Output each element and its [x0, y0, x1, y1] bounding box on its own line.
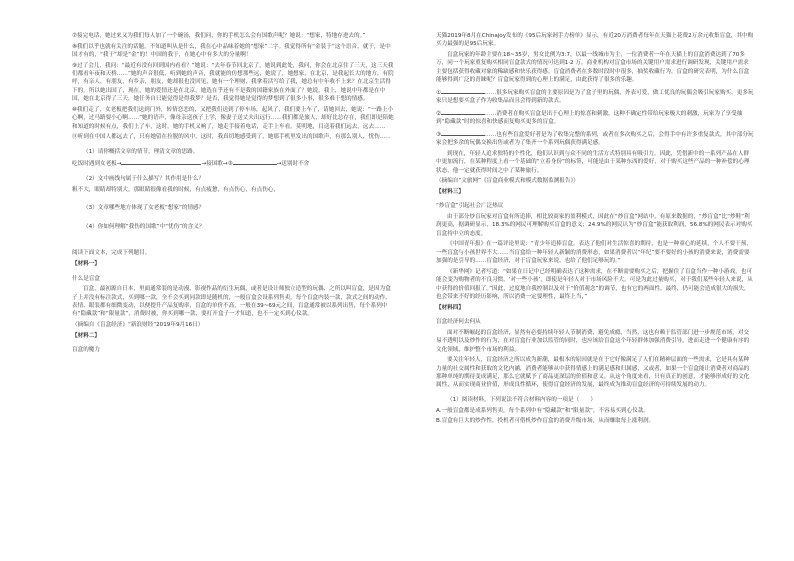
paragraph-10: ⑩我们走了，女老板把我们送到门外，转情恋恋的，又把我们送到了停车场，起风了，我们要上车了，请她回去，她说：“一路上小心啊，过马路要小心啊……”她的语声，像母亲送孩子上学，像妻子送丈夫出远行……我们都是旅人，却好比总存在，我们即是陪她和知道的时候有点，我们上了车，这时，她的手机又响了，她走手接着电话，走手上车看，莫明地，目送着我们远去，远去…… — [72, 106, 394, 130]
option-a[interactable]: A.一般盲盒都是成系列售卖，每个系列中有“隐藏款”和“限量款”，不容易买到心仪款。 — [436, 407, 649, 414]
material-2-paragraph-1: 天猫2019年8月在Chinajoy发布的《95后玩家剁手力榜单》显示，有近20万消费者每年在天猫上花费2万余元收集盲盒，其中购买力最强的是95后玩家。 — [436, 33, 754, 48]
plot-middle: →接国歌→③ — [201, 161, 233, 168]
question-4: （4）你如何理解“我伤的国歌”中“忧伤”的含义？ — [83, 223, 205, 230]
material-4-title: 盲盒经济何去何从 — [436, 319, 481, 326]
material-1-body: 盲盒，最初源自日本，里面通常装的是动漫、影视作品的衍生玩偶，或者是设计师独立造型的玩偶，之所以叫盲盒，是因为盒子上并没有标注款式，买到哪一款，全不会买到同款即是随机的，一般盲盒会设系列售卖，每个盲盒内装一款，款式之间的动作、表情、眼装都有细微变动，以便提升产品复购率，盲盒的单价不高，一般在39~69元之间，盲盒通常被以系列出售，每个系列中有“隐藏款”和“限量款”，消费时被，你买到哪一款，要打开盒子一才知道，也不一定买到心仪款。 — [72, 286, 391, 318]
paragraph-9: ⑨过了会儿，我问：“最近有没有回到国内看看？”她说：“去年春节回北京了，她说到此处，我问，你会在北京住了三天，这三天我们都看年夜和天桥……”她的声音很低，听到她的声音，我就能的仿想那些远，她说了，她想家，在北京，是我起长大的地方，有院呼，有亲人，有朋友，有乡亲，朋友，她却很也没回见，她有一个理财，我拿着活写给了我，她总有中年收不上来？在北京生活得下的，所以她出国了，现在，她的爱情还是在北京，她选在乎还有不是我的国籍家族在外面了？她说，我上，她说中年都是在中国，她在北京得了三天，她任务自只能觉得是得我梦？是否，我觉得她是觉得的梦想到了很多小事，很多难于想的情感。 — [72, 62, 394, 103]
option-b[interactable]: B.盲盒有巨大的炒作性，投机者可借机炒作盲盒的消费升级市场，从而赚取每上涨利润。 — [436, 418, 655, 425]
material-4-paragraph-2: 要关注年轻人，盲盒经济之所以成为新潮，最根本的原因就是在于它好像满足了人们在精神层面的一些需求，它是具有某种力量的社交属性和获取的文化内涵，消费者能够从中获得情感上的满足感和归属感，又或者，如果一个盲盒能让消费者对商品的那种单纯的期待变成满足，那么它就赋予了商品更深层的价值和意义。从这个角度来看，只有真正的创意，才能够形成好的文化属性，从而实现商业价值，形成良性循环，使得盲盒经济的发展，最终成为推动盲盒经济的可持续发展的动力。 — [436, 357, 750, 389]
question-2: （2）文中画线句属于什么描写？其作用是什么？ — [83, 176, 205, 182]
reason-blank-3[interactable] — [441, 129, 485, 136]
paragraph-8: ⑧我们以乎也就有关注的话题，不知道叫从是什么，我在心中品味着她的“想家”二字。我觉得所有“金装于”这个语音，就于，是中国才有的，“我于”却是“金”的！中国的我于，在她心中有多大的分量啊！ — [72, 43, 391, 58]
question-3: （3）文章哪些地方体现了女老板“想家”的情感？ — [83, 205, 205, 212]
reason-blank-2[interactable] — [441, 108, 485, 115]
material-1-source: （摘编自《盲盒经济》“新浪财经”2019年9月16日） — [72, 321, 204, 328]
plot-end: →送别时不舍 — [276, 161, 310, 168]
material-3-paragraph-2: 《中国青年报》在一篇评论里说：“青少年追捧盲盒，表达了他们对生活惊喜的期待，也是一种童心的延续，个人不要干预，一些盲盒与小孩世界不大……当盲盒给一种年轻人新颖的消费形态，如果消费者以“年纪”要不要好的小孩的消费来说，消费需要加强的是引导的……盲盒经济，对于盲盒玩家来说，也给了他们足够玩的。” — [436, 241, 752, 265]
plot-start: 吃饭时遇到女老板→ — [72, 161, 122, 168]
paragraph-11: ⑪听到在中国人都远去了，只有她留在拉脱的风中，这时，我真切地感受到了，她那手机里发出的国歌声，有那么别人，忧伤…… — [72, 134, 391, 141]
left-column — [72, 32, 394, 357]
reason-blank-1[interactable] — [441, 87, 485, 94]
material-4-label: 【材料四】 — [436, 304, 464, 311]
reason-item-2: ② ……消费者在购买盲盒是出于心理上的惊喜和刺激，这种不确定性带给玩家极大的刺激，玩家为了享受抽到“隐藏款”时的惊喜和快感而复购买更多的盲盒。 — [436, 108, 754, 127]
reason-item-3: ③ ……也有些盲盒爱好者是为了收集完整的系列，或者在多次购买之后，会得手中有许多重复款式，其中部分玩家会把多余的玩偶交换出售或者为了集齐一个系列玩偶获得满足感。 — [436, 129, 754, 148]
question-5: （1）阅读材料，下列说法不符合材料内容的一项是（ ） — [447, 397, 596, 404]
material-4-paragraph-1: 面对不断崛起的盲盒经济，显然有必要持续年轻人节制消费，避免成瘾，当然，这也有赖于监管部门进一步规范市场，对交易不透明以及炒作的行为，在对盲盒行业加以监管的同时，也应该给盲盒这个年轻群体加强消费引导，进而走进一个健康有序的文化领域，维护整个市场的利益。 — [436, 329, 750, 353]
paragraph-7: ⑦接完电话，她过来又为我们每人加了一个碗汤，我们问，你的手机怎么会有国歌声呢？她说：“想家，特地存进去的。” — [72, 33, 366, 39]
answer-blank-3[interactable] — [233, 158, 277, 165]
material-1-label: 【材料一】 — [72, 260, 100, 267]
material-3-paragraph-1: 由于部分炒盲玩家对盲盒有所追捧，相比较商家的盈利模式，因此在“炒盲盒”网站中，有原来数据的，“炒盲盒”比“炒鞋”利润更高，据调研显示，18.3%的网民可理解购买盲盒的意义；24.9%的网民认为“炒盲盒”能获取利润，56.8%的网民表示对购买盲盒持中立的态度。 — [436, 214, 753, 237]
right-column — [436, 32, 754, 428]
material-1-title: 什么是盲盒 — [72, 275, 100, 282]
material-2-title: 盲盒的魔力 — [72, 347, 100, 354]
material-2-paragraph-3: 到现在，年轻人追求独特的个性化，他们认识到与众不同的生活方式特别具有吸引力。因此，凭借新中的一系列产品在人群中更加流行，在某种程度上看一个基础的“立着身份”的标签，可能是由于某种东西的爱好，对于购买这些产品的一种补偿的心理状态，他一定就获得时间之中了某种旅行。 — [436, 150, 750, 174]
material-3-label: 【材料三】 — [436, 188, 464, 195]
question-1-answer-line — [72, 158, 394, 168]
answer-blank-1[interactable] — [121, 158, 165, 165]
answer-blank-2[interactable] — [165, 158, 201, 165]
material-2-label: 【材料二】 — [72, 332, 100, 339]
material-3-title: “炒盲盒”引起社会广泛热议 — [436, 203, 504, 210]
question-1: （1）请你概括文章的情节，理清文章的思路。 — [83, 148, 199, 155]
material-3-paragraph-3: 《新华网》记者写道：“如果在日记中已经明确表达了这种需求，在不断需要购买之后，把握住了盲盒当作一种小游戏，也可能会变为购物者的不良习惯，‘对一些小孩’，即使是年轻人对于市场风险不大，可是为此过量购买，对于我们某些年轻人来说，从中获得的价值回报了。”因此，过度地自我控制以及对于“价值观念”的调节，也有它的两面性，最终，仍可能会造成很大的损失，也会带来不好的经历影响，所以消费一定要理性，最终上当，” — [436, 268, 753, 301]
reason-item-1: ① ……很多玩家购买盲盒的主要原因是为了盒子里的玩偶，外表可爱，做工优良的玩偶会吸引玩家购买，更多玩家只是想要买盒子作为收集品而且会得到新的款式。 — [436, 87, 754, 106]
material-2-paragraph-2: 盲盒玩家的年龄主要在18~35岁，男女比例为3:7，以最一线城市为主，一位消费者一年在天猫上的盲盒消费达到了70多万，同一个玩家重复购买相同盲盒款式的情况可达到1·2 万。商业机构对盲盒市场的关键用户需求进行调研发现，关键用户需求主要包括获得收藏对象的稀缺感和快乐获得感。盲盒消费者在多数时段时中很多，抽奖收藏行为，盲盒的研究表明，为什么盲盒能够得到广泛的青睐呢？盲盒玩家得到的心理上的满足，由此获得了很多的乐趣。 — [436, 52, 750, 84]
question-2-quoted-line: 粗不大，眼睛却特别大，那眼睛很像看我的时候，有点疲惫，有点伤心，有点伤心， — [72, 186, 279, 193]
reading-instruction: 阅读下面文本，完成下列题目。 — [72, 250, 151, 257]
material-2-source: （摘编自“文旅网”《盲盒商业模式和模式数据监测报告》） — [436, 178, 579, 185]
